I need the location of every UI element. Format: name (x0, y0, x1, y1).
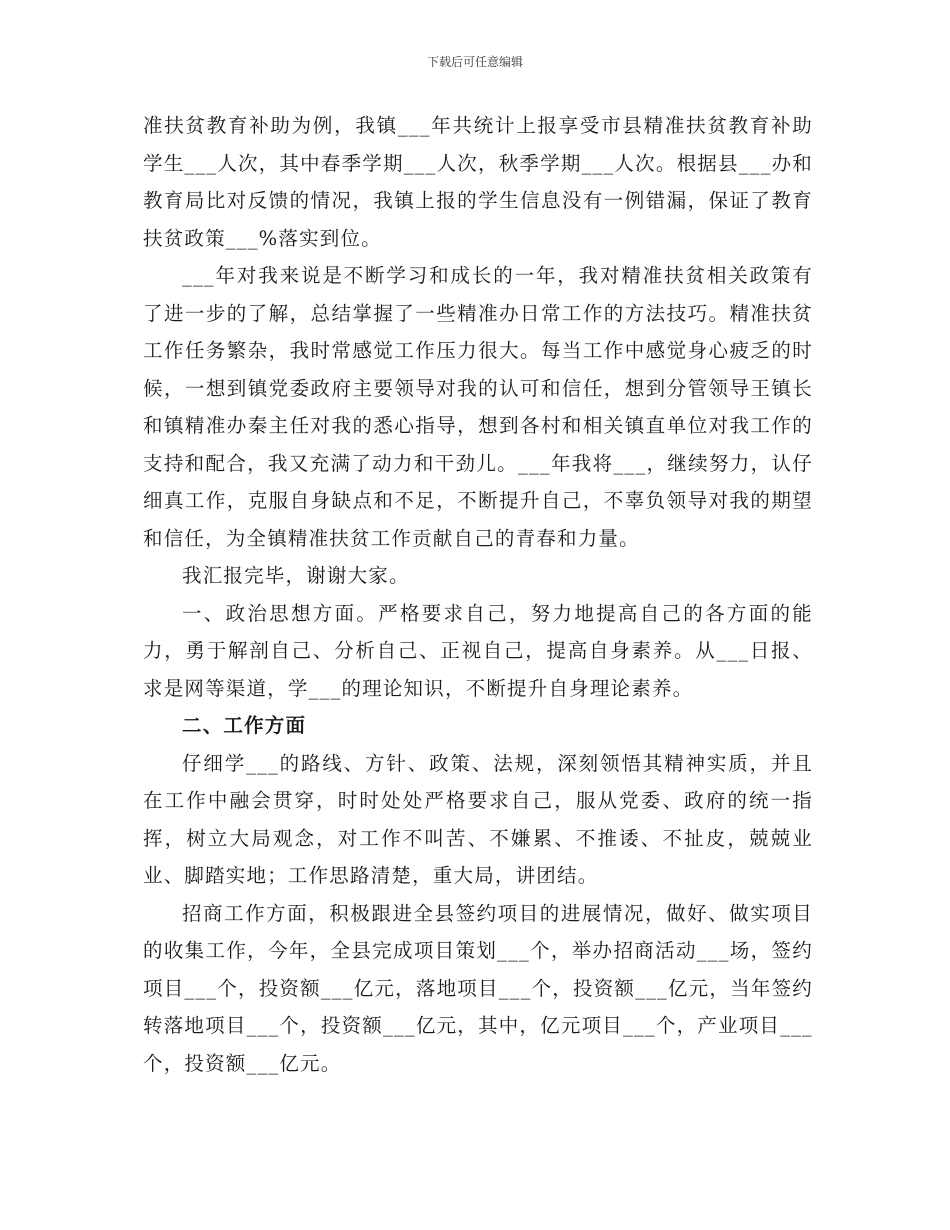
paragraph-1: 准扶贫教育补助为例，我镇___年共统计上报享受市县精准扶贫教育补助学生___人次，其中春季学期___人次，秋季学期___人次。根据县___办和教育局比对反馈的情况，我镇上报的学生信息没有一例错漏，保证了教育扶贫政策___%落实到位。 (143, 114, 813, 250)
paragraph-5: 仔细学___的路线、方针、政策、法规，深刻领悟其精神实质，并且在工作中融会贯穿，时时处处严格要求自己，服从党委、政府的统一指挥，树立大局观念，对工作不叫苦、不嫌累、不推诿、不扯皮，兢兢业业、脚踏实地；工作思路清楚，重大局，讲团结。 (143, 751, 813, 887)
section-heading: 二、工作方面 (182, 714, 307, 737)
paragraph-2: ___年对我来说是不断学习和成长的一年，我对精准扶贫相关政策有了进一步的了解，总结掌握了一些精准办日常工作的方法技巧。精准扶贫工作任务繁杂，我时常感觉工作压力很大。每当工作中感觉身心疲乏的时候，一想到镇党委政府主要领导对我的认可和信任，想到分管领导王镇长和镇精准办秦主任对我的悉心指导，想到各村和相关镇直单位对我工作的支持和配合，我又充满了动力和干劲儿。___年我将___，继续努力，认仔细真工作，克服自身缺点和不足，不断提升自己，不辜负领导对我的期望和信任，为全镇精准扶贫工作贡献自己的青春和力量。 (143, 264, 813, 550)
paragraph-3: 我汇报完毕，谢谢大家。 (182, 564, 410, 587)
paragraph-6: 招商工作方面，积极跟进全县签约项目的进展情况，做好、做实项目的收集工作，今年，全县完成项目策划___个，举办招商活动___场，签约项目___个，投资额___亿元，落地项目___个，投资额___亿元，当年签约转落地项目___个，投资额___亿元，其中，亿元项目___个，产业项目___个，投资额___亿元。 (143, 901, 813, 1075)
page-header: 下载后可任意编辑 (426, 55, 523, 69)
paragraph-4: 一、政治思想方面。严格要求自己，努力地提高自己的各方面的能力，勇于解剖自己、分析自己、正视自己，提高自身素养。从___日报、求是网等渠道，学___的理论知识，不断提升自身理论素养。 (143, 601, 813, 700)
document-body (143, 107, 813, 1082)
